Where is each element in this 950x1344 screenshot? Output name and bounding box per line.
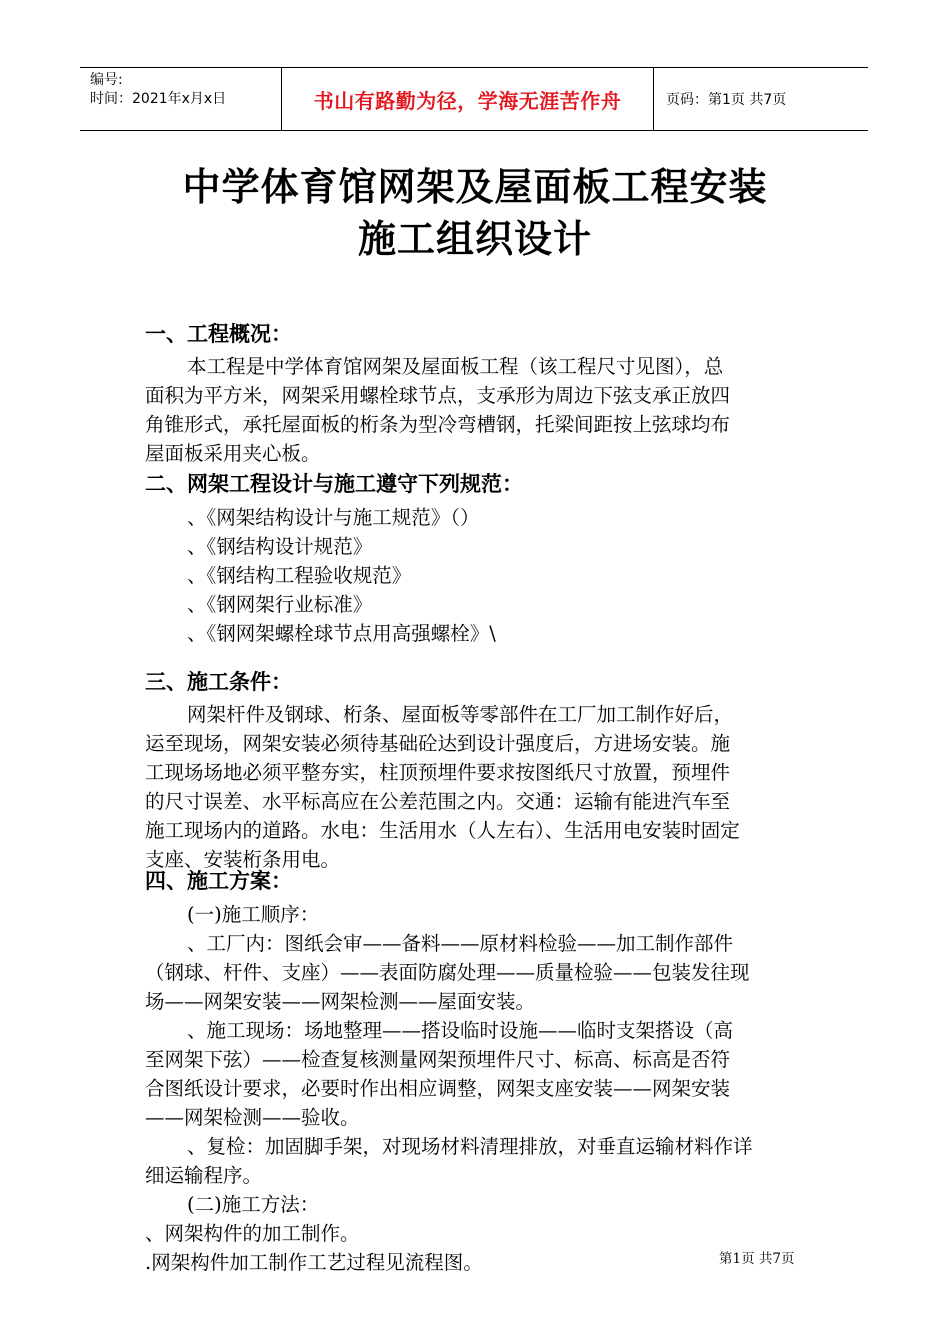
paragraph-line: 细运输程序。: [145, 1164, 263, 1187]
paragraph-line: 屋面板采用夹心板。: [145, 442, 321, 465]
paragraph-line: 至网架下弦）——检查复核测量网架预埋件尺寸、标高、标高是否符: [145, 1048, 731, 1071]
paragraph-line: ——网架检测——验收。: [145, 1106, 360, 1129]
paragraph-line: （钢球、杆件、支座）——表面防腐处理——质量检验——包装发往现: [145, 961, 750, 984]
paragraph-line: 、复检：加固脚手架，对现场材料清理排放，对垂直运输材料作详: [187, 1135, 753, 1158]
paragraph-line: 、工厂内：图纸会审——备料——原材料检验——加工制作部件: [187, 932, 734, 955]
list-item: 、《钢结构设计规范》: [187, 535, 373, 558]
paragraph-line: 网架杆件及钢球、桁条、屋面板等零部件在工厂加工制作好后，: [187, 703, 734, 726]
header-page-number: 页码：第1页 共7页: [666, 92, 787, 108]
page-footer: 第1页 共7页: [719, 1251, 795, 1267]
paragraph-line: 面积为平方米，网架采用螺栓球节点，支承形为周边下弦支承正放四: [145, 384, 731, 407]
section-heading-overview: 一、工程概况：: [145, 322, 292, 346]
paragraph-line: 本工程是中学体育馆网架及屋面板工程（该工程尺寸见图），总: [187, 355, 724, 378]
list-item: 、《钢网架螺栓球节点用高强螺栓》\: [187, 622, 496, 645]
document-header: [80, 67, 868, 131]
paragraph-line: 的尺寸误差、水平标高应在公差范围之内。交通：运输有能进汽车至: [145, 790, 731, 813]
document-number-label: 编号:: [90, 72, 123, 88]
header-meta: [80, 68, 282, 130]
paragraph-line: 支座、安装桁条用电。: [145, 848, 341, 871]
paragraph-line: 、网架构件的加工制作。: [145, 1222, 360, 1245]
section-body-overview: [145, 352, 810, 468]
standards-list: [145, 503, 810, 648]
paragraph-line: 角锥形式，承托屋面板的桁条为型冷弯槽钢，托梁间距按上弦球均布: [145, 413, 731, 436]
paragraph-line: 工现场场地必须平整夯实，柱顶预埋件要求按图纸尺寸放置，预埋件: [145, 761, 731, 784]
section-heading-plan: 四、施工方案：: [145, 869, 292, 893]
section-heading-standards: 二、网架工程设计与施工遵守下列规范：: [145, 472, 523, 496]
paragraph-line: .网架构件加工制作工艺过程见流程图。: [145, 1251, 483, 1274]
paragraph-line: 场——网架安装——网架检测——屋面安装。: [145, 990, 536, 1013]
paragraph-line: (一)施工顺序：: [187, 903, 320, 926]
document-title-line-2: 施工组织设计: [357, 217, 592, 261]
list-item: 、《钢结构工程验收规范》: [187, 564, 412, 587]
document-time-label: 时间：2021年x月x日: [90, 91, 227, 107]
paragraph-line: 、施工现场：场地整理——搭设临时设施——临时支架搭设（高: [187, 1019, 734, 1042]
list-item: 、《网架结构设计与施工规范》（）: [187, 506, 480, 529]
paragraph-line: (二)施工方法：: [187, 1193, 320, 1216]
paragraph-line: 运至现场，网架安装必须待基础砼达到设计强度后，方进场安装。施: [145, 732, 731, 755]
section-body-conditions: [145, 700, 810, 874]
paragraph-line: 合图纸设计要求，必要时作出相应调整，网架支座安装——网架安装: [145, 1077, 731, 1100]
section-heading-conditions: 三、施工条件：: [145, 670, 292, 694]
paragraph-line: 施工现场内的道路。水电：生活用水（人左右）、生活用电安装时固定: [145, 819, 740, 842]
list-item: 、《钢网架行业标准》: [187, 593, 373, 616]
section-body-plan: [145, 900, 810, 1277]
document-title-line-1: 中学体育馆网架及屋面板工程安装: [182, 165, 768, 209]
header-motto: 书山有路勤为径，学海无涯苦作舟: [282, 68, 654, 130]
